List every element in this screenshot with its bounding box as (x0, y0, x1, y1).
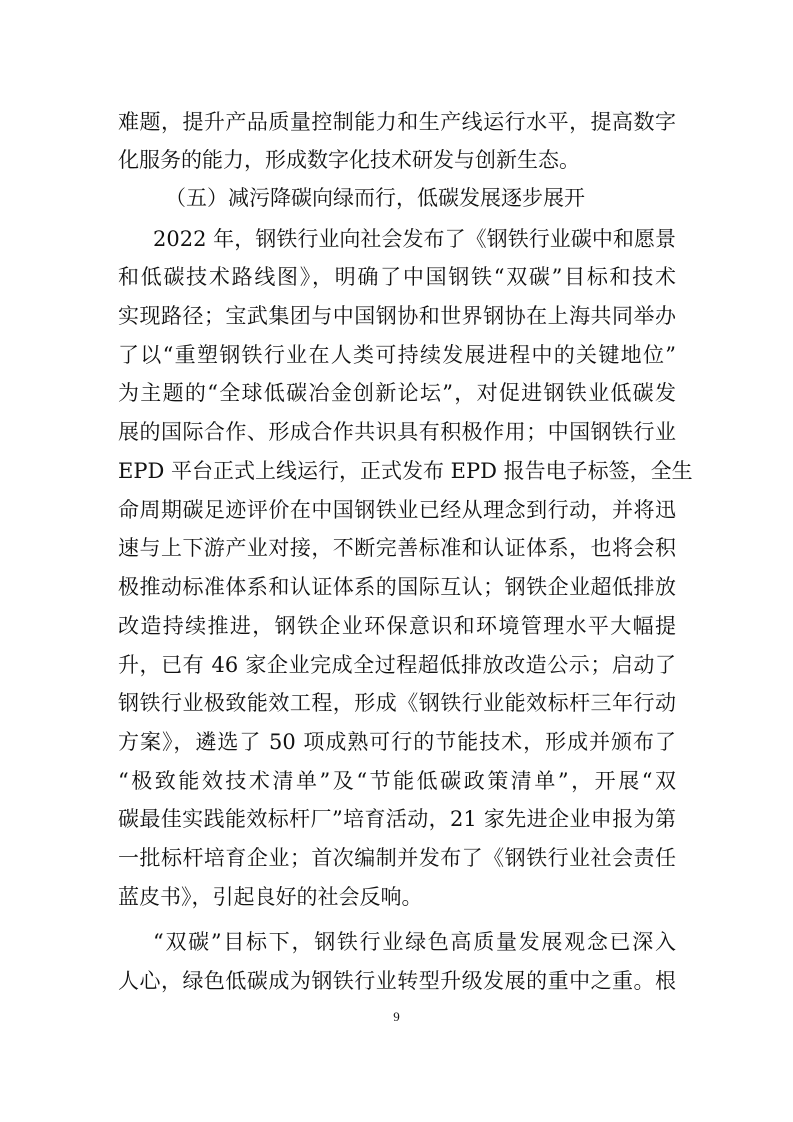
section-heading: （五）减污降碳向绿而行，低碳发展逐步展开 (165, 186, 585, 210)
text-line: 钢铁行业极致能效工程，形成《钢铁行业能效标杆三年行动 (118, 691, 676, 715)
text-line: 化服务的能力，形成数字化技术研发与创新生态。 (118, 148, 580, 172)
text-line: 碳最佳实践能效标杆厂”培育活动，21 家先进企业申报为第 (118, 807, 676, 831)
text-line: 人心，绿色低碳成为钢铁行业转型升级发展的重中之重。根 (118, 969, 676, 993)
text-line: 实现路径；宝武集团与中国钢协和世界钢协在上海共同举办 (118, 304, 676, 328)
text-line: 难题，提升产品质量控制能力和生产线运行水平，提高数字 (118, 110, 676, 134)
text-line: 蓝皮书》，引起良好的社会反响。 (118, 885, 423, 909)
text-line: 极推动标准体系和认证体系的国际互认；钢铁企业超低排放 (118, 575, 676, 599)
text-line: 为主题的“全球低碳冶金创新论坛”，对促进钢铁业低碳发 (118, 381, 676, 405)
text-line: 2022 年，钢铁行业向社会发布了《钢铁行业碳中和愿景 (153, 227, 676, 251)
text-line: 一批标杆培育企业；首次编制并发布了《钢铁行业社会责任 (118, 846, 676, 870)
text-line: 改造持续推进，钢铁企业环保意识和环境管理水平大幅提 (118, 614, 676, 638)
text-line: 方案》，遴选了 50 项成熟可行的节能技术，形成并颁布了 (118, 730, 676, 754)
text-line: “极致能效技术清单”及“节能低碳政策清单”，开展“双 (118, 769, 676, 793)
page-number: 9 (393, 1009, 400, 1024)
text-line: 速与上下游产业对接，不断完善标准和认证体系，也将会积 (118, 536, 676, 560)
text-line: 和低碳技术路线图》，明确了中国钢铁“双碳”目标和技术 (118, 265, 676, 289)
text-line: 命周期碳足迹评价在中国钢铁业已经从理念到行动，并将迅 (118, 498, 676, 522)
text-line: EPD 平台正式上线运行，正式发布 EPD 报告电子标签，全生 (118, 459, 693, 483)
text-line: “双碳”目标下，钢铁行业绿色高质量发展观念已深入 (153, 930, 676, 954)
text-line: 展的国际合作、形成合作共识具有积极作用；中国钢铁行业 (118, 420, 676, 444)
text-line: 了以“重塑钢铁行业在人类可持续发展进程中的关键地位” (118, 343, 676, 367)
text-line: 升，已有 46 家企业完成全过程超低排放改造公示；启动了 (118, 653, 676, 677)
